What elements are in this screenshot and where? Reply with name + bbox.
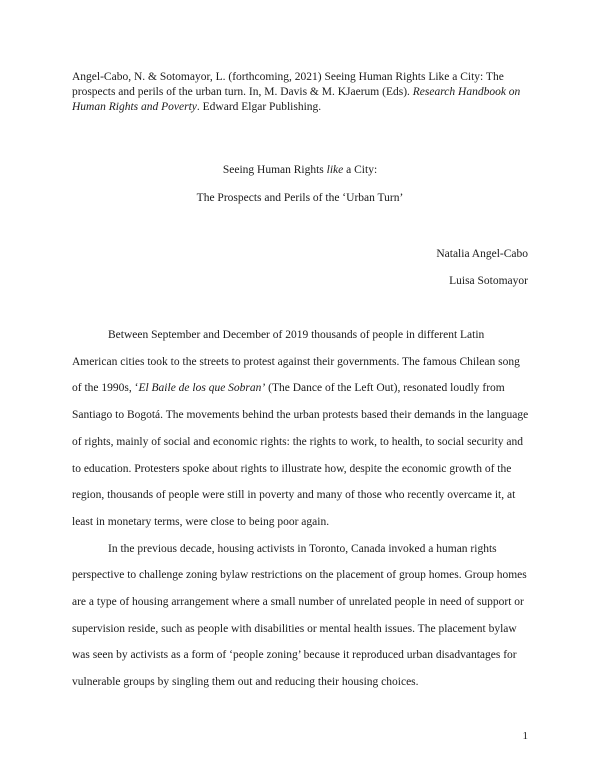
body-text bbox=[72, 322, 529, 696]
citation-publisher: . Edward Elgar Publishing. bbox=[196, 101, 322, 113]
author-1: Natalia Angel-Cabo bbox=[436, 248, 528, 260]
paper-subtitle: The Prospects and Perils of the ‘Urban Turn’ bbox=[196, 192, 404, 204]
citation-book-title: Research Handbook on Human Rights and Poverty bbox=[72, 86, 521, 113]
paragraph-1-text-a: Between September and December of 2019 thousands of people in different Latin American cities took to the streets to protest against their governments. The famous Chilean song of the 1990s, ‘ bbox=[72, 329, 520, 395]
citation-text: Angel-Cabo, N. & Sotomayor, L. (forthcoming, 2021) Seeing Human Rights Like a City: The prospects and perils of the urban turn. In, M. Davis & M. KJaerum (Eds). bbox=[72, 71, 504, 98]
paragraph-2: In the previous decade, housing activists in Toronto, Canada invoked a human rights perspective to challenge zoning bylaw restrictions on the placement of group homes. Group homes are a type of housing arrangement where a small number of unrelated people in need of support or supervision reside, such as people with disabilities or mental health issues. The placement bylaw was seen by activists as a form of ‘people zoning’ because it reproduced urban disadvantages for vulnerable groups by singling them out and reducing their housing choices. bbox=[72, 542, 527, 689]
paragraph-1-text-b: (The Dance of the Left Out), resonated loudly from Santiago to Bogotá. The movements behind the urban protests based their demands in the language of rights, mainly of social and economic rights: the rights to work, to health, to social security and to education. Protesters spoke about rights to illustrate how, despite the economic growth of the region, thousands of people were still in poverty and many of those who recently overcame it, at least in monetary terms, were close to being poor again. bbox=[72, 382, 529, 528]
paragraph-1 bbox=[72, 322, 529, 536]
song-title: El Baile de los que Sobran’ bbox=[138, 382, 266, 395]
page-number: 1 bbox=[522, 730, 528, 742]
author-2: Luisa Sotomayor bbox=[449, 275, 528, 287]
citation-block bbox=[72, 70, 542, 115]
paper-title bbox=[0, 164, 600, 176]
title-part-2: a City: bbox=[343, 164, 378, 176]
title-italic-word: like bbox=[326, 164, 344, 176]
title-part-1: Seeing Human Rights bbox=[222, 164, 327, 176]
